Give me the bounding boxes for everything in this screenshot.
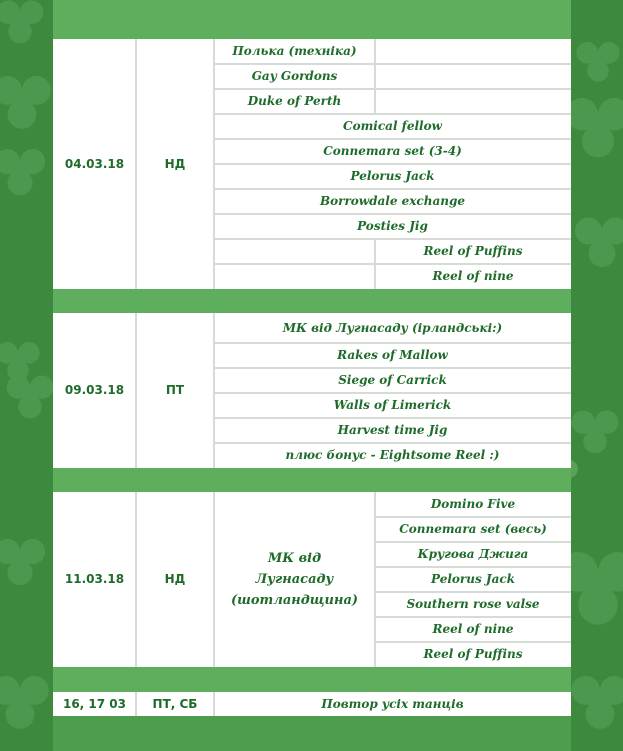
dance-item: Siege of Carrick [338, 373, 447, 387]
schedule-block-2 [53, 313, 571, 468]
day-cell: ПТ, СБ [152, 696, 198, 711]
dance-item: Rakes of Mallow [337, 348, 448, 362]
grid-line [213, 492, 215, 667]
grid-line [214, 342, 571, 344]
dance-item: Полька (техніка) [232, 44, 357, 58]
dance-item: Pelorus Jack [431, 572, 515, 586]
schedule-block-1 [53, 39, 571, 289]
date-cell: 11.03.18 [64, 572, 125, 586]
dance-item: Повтор усіх танців [321, 696, 464, 711]
clover-icon [0, 76, 51, 129]
header-band [53, 0, 571, 39]
grid-line [214, 63, 571, 65]
schedule-block-3 [53, 492, 571, 667]
dance-item: Comical fellow [343, 119, 442, 133]
grid-line [214, 238, 571, 240]
clover-icon [575, 218, 623, 268]
day-cell: НД [164, 572, 186, 586]
dance-item: Reel of Puffins [423, 647, 523, 661]
dance-item: Harvest time Jig [337, 423, 448, 437]
grid-line [214, 188, 571, 190]
grid-line [375, 516, 571, 518]
dance-item: Southern rose valse [406, 597, 540, 611]
grid-line [214, 138, 571, 140]
separator-band [53, 289, 571, 313]
grid-line [214, 367, 571, 369]
dance-item: Duke of Perth [247, 94, 342, 108]
dance-item: МК від Лугнасаду (ірландські:) [282, 320, 503, 335]
clover-icon [566, 98, 623, 157]
grid-line [135, 313, 137, 468]
dance-item: Connemara set (весь) [399, 522, 547, 536]
dance-item: Reel of Puffins [423, 244, 523, 258]
grid-line [214, 113, 571, 115]
clover-icon [0, 676, 49, 729]
dance-item: плюс бонус - Eightsome Reel :) [285, 448, 500, 462]
dance-item: Connemara set (3-4) [323, 144, 462, 158]
grid-line [375, 591, 571, 593]
grid-line [214, 163, 571, 165]
grid-line [213, 692, 215, 716]
grid-line [375, 541, 571, 543]
grid-line [214, 392, 571, 394]
schedule-block-4 [53, 692, 571, 716]
dance-item: Pelorus Jack [350, 169, 435, 183]
grid-line [375, 616, 571, 618]
day-cell: ПТ [165, 383, 185, 397]
grid-line [214, 213, 571, 215]
dance-item: Reel of nine [432, 269, 514, 283]
grid-line [214, 417, 571, 419]
dance-item: Reel of nine [432, 622, 514, 636]
grid-line [374, 39, 376, 114]
grid-line [214, 88, 571, 90]
grid-line [135, 39, 137, 289]
grid-line [375, 641, 571, 643]
footer-band [53, 716, 571, 751]
workshop-cell: МК від Лугнасаду (шотландщина) [230, 551, 359, 608]
grid-line [214, 442, 571, 444]
clover-icon [572, 411, 619, 454]
grid-line [135, 492, 137, 667]
date-cell: 09.03.18 [64, 383, 125, 397]
clover-icon [0, 539, 45, 585]
grid-line [213, 313, 215, 468]
date-cell: 16, 17 03 [62, 696, 126, 711]
separator-band [53, 667, 571, 692]
clover-icon [571, 676, 623, 729]
clover-icon [7, 376, 54, 419]
date-cell: 04.03.18 [64, 156, 125, 171]
dance-item: Posties Jig [357, 219, 428, 233]
day-cell: НД [164, 156, 186, 171]
grid-line [135, 692, 137, 716]
grid-line [375, 566, 571, 568]
clover-icon [0, 149, 45, 195]
dance-item: Gay Gordons [251, 69, 338, 83]
grid-line [214, 263, 571, 265]
dance-item: Borrowdale exchange [319, 194, 465, 208]
separator-band [53, 468, 571, 492]
dance-item: Кругова Джига [417, 547, 529, 561]
dance-item: Domino Five [430, 497, 516, 511]
dance-item: Walls of Limerick [333, 398, 452, 412]
clover-icon [576, 42, 619, 82]
clover-icon [0, 1, 43, 44]
